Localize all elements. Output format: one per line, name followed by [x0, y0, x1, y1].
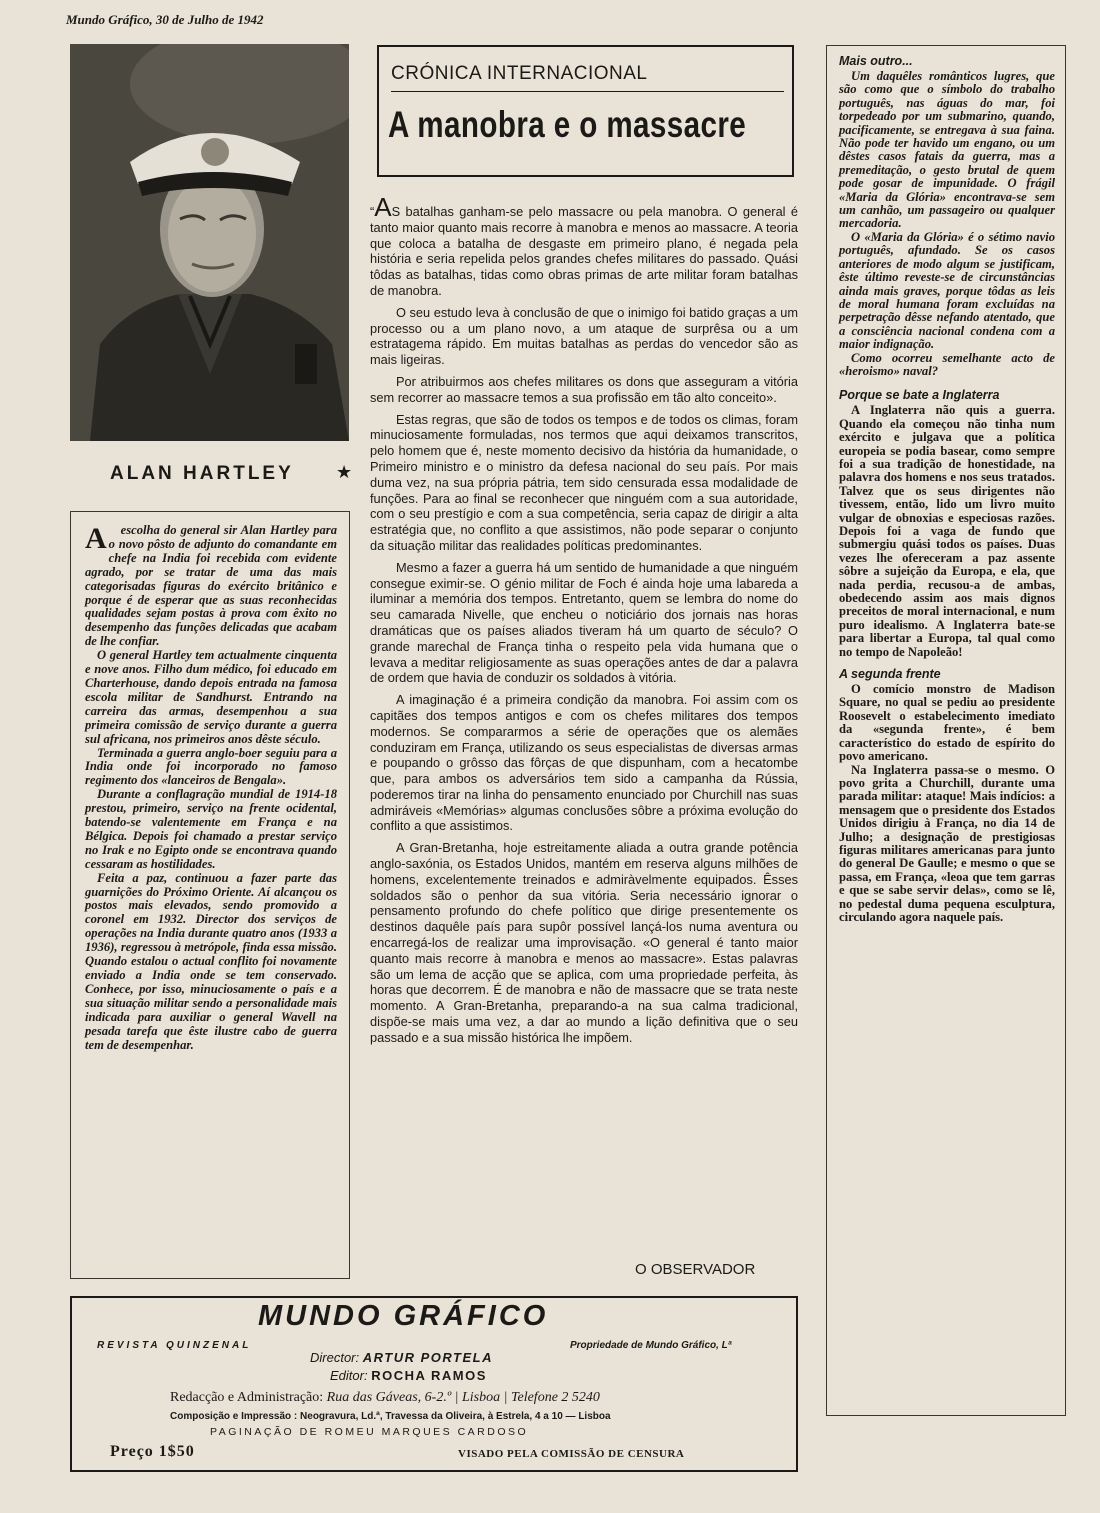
- sidebar-paragraph: A Inglaterra não quis a guerra. Quando ela começou não tinha num exército e julgava que a política europeia se podia basear, como sempre foi a sua tradição de honestidade, na palavra dos homens e nos seus tratados. Talvez que os seus dirigentes não tivessem, então, lido um livro muito vulgar de obnoxias e especiosas razões. Depois foi a vaga de fundo que submergiu quási todos os países. Duas vezes lhe ofereceram a paz assente sôbre a sujeição da Europa, e ela, que nada perdia, recusou-a de ambas, obedecendo assim aos mais dignos preceitos de moral internacional, e num puro idealismo. A Inglaterra bate-se para libertar a Europa, tal qual como no tempo de Napoleão!: [839, 403, 1055, 659]
- masthead-property: Propriedade de Mundo Gráfico, Lª: [570, 1340, 732, 1351]
- article-paragraph: O seu estudo leva à conclusão de que o inimigo foi batido graças a um processo ou a um plano novo, a um ataque de surprêsa ou a um estratagema rápido. Em muitas batalhas as perdas do vencedor são as mais ligeiras.: [370, 304, 798, 368]
- sidebar-heading: Mais outro...: [839, 54, 913, 68]
- masthead-price: Preço 1$50: [110, 1443, 195, 1460]
- bio-dropcap: A: [85, 522, 107, 555]
- bio-paragraph: Feita a paz, continuou a fazer parte das guarnições do Próximo Oriente. Aí alcançou os postos mais elevados, sendo promovido a coronel em 1932. Director dos serviços de operações na India durante quatro anos (1933 a 1936), regressou à metrópole, finda essa missão. Quando estalou o actual conflito foi novamente enviado a India onde se tem conservado. Conhece, por isso, minuciosamente o país e a sua situação militar sendo a personalidade mais indicada para auxiliar o general Wavell na pesada tarefa que êste ilustre cabo de guerra tem de desempenhar.: [85, 870, 337, 1052]
- masthead-editor: Editor: ROCHA RAMOS: [330, 1368, 487, 1383]
- bio-box: [70, 511, 350, 1279]
- masthead-title: MUNDO GRÁFICO: [258, 1300, 549, 1332]
- masthead-printing: Composição e Impressão : Neogravura, Ld.ª, Travessa da Oliveira, à Estrela, 4 a 10 — Lisboa: [170, 1411, 611, 1422]
- article-dropcap: A: [374, 198, 392, 222]
- sidebar-paragraph: Como ocorreu semelhante acto de «heroismo» naval?: [839, 350, 1055, 378]
- masthead-address: Redacção e Administração: Rua das Gáveas, 6-2.º | Lisboa | Telefone 2 5240: [170, 1390, 600, 1405]
- sidebar-column: [826, 45, 1066, 1416]
- sidebar-paragraph: O «Maria da Glória» é o sétimo navio português, afundado. Se os casos anteriores de modo algum se justificam, êste último reveste-se de circunstâncias ainda mais graves, porque tôdas as leis de moral humana foram excluídas na perpetração dêsse nefando atentado, que a consciência nacional condena com a maior indignação.: [839, 229, 1055, 352]
- kicker-divider: [391, 91, 784, 92]
- star-icon: ★: [336, 462, 353, 482]
- masthead-director: Director: ARTUR PORTELA: [310, 1350, 493, 1365]
- bio-paragraph: A escolha do general sir Alan Hartley para o novo pôsto de adjunto do comandante em chefe na India foi recebida com evidente agrado, por se tratar de uma das mais categorisadas figuras do exército britânico e porque é de esperar que as suas reconhecidas qualidades sejam postas à prova com êxito no desempenho das funções delicadas que acabam de lhe confiar.: [85, 524, 337, 649]
- page-header: Mundo Gráfico, 30 de Julho de 1942: [66, 12, 264, 27]
- portrait-illustration: [70, 44, 349, 441]
- article-paragraph: A imaginação é a primeira condição da manobra. Foi assim com os capitães dos tempos antigos e com os chefes militares dos tempos modernos. Se compararmos a série de operações que os alemães conduziram em França, utilizando os seus especialistas de diversas armas e poupando o grôsso das fôrças de que dispunham, com a hecatombe que, para ambos os adversários tem sido a campanha da Rússia, poderemos tirar na linha do pensamento enunciado por Churchill nas suas admiráveis «Memórias» algumas conclusões sôbre a próxima evolução do conflito a que assistimos.: [370, 692, 798, 834]
- bio-paragraph: Terminada a guerra anglo-boer seguiu para a India onde foi incorporado no famoso regimento dos «lanceiros de Bengala».: [85, 745, 337, 788]
- masthead-subtitle: REVISTA QUINZENAL: [97, 1340, 252, 1351]
- sidebar-paragraph: Um daquêles românticos lugres, que são como que o símbolo do trabalho português, nas águas do mar, foi torpedeado por um submarino, quando, pacificamente, se entregava à sua faina. Não pode ter havido um engano, ou um dêstes casos fatais da guerra, mas a premeditação, o gesto brutal de quem pode gosar de impunidade. O frágil «Maria da Glória» encontrava-se sem um canhão, um passageiro ou qualquer mercadoria.: [839, 69, 1055, 231]
- article-paragraph: A Gran-Bretanha, hoje estreitamente aliada a outra grande potência anglo-saxónia, os Estados Unidos, mantém em reserva alguns milhões de homens, excelentemente treinados e admiràvelmente equipados. Êsses soldados são o penhor da sua vitória. Seria necessário ignorar o pensamento profundo do chefe político que dirige presentemente os destinos daquêle país para supôr possível lançá-los numa aventura ou encarregá-los de realizar uma improvisação. «O general é tanto maior quanto mais recorre à manobra e menos ao massacre». Estas palavras são um lema de acção que se aplica, com uma propriedade perfeita, às horas que decorrem. É de manobra e não de massacre que se trata neste momento. A Gran-Bretanha, preparando-a na sua calma tradicional, dispõe-se mais uma vez, a dar ao mundo a lição definitiva que o seu passado e a sua missão histórica lhe impõem.: [370, 840, 798, 1045]
- masthead-censorship: VISADO PELA COMISSÃO DE CENSURA: [458, 1448, 685, 1460]
- sidebar-heading: Porque se bate a Inglaterra: [839, 388, 1000, 403]
- article-headline: A manobra e o massacre: [388, 104, 747, 145]
- article-kicker: CRÓNICA INTERNACIONAL: [391, 63, 648, 84]
- masthead-layout-credit: PAGINAÇÃO DE ROMEU MARQUES CARDOSO: [210, 1426, 529, 1438]
- article-paragraph: Por atribuirmos aos chefes militares os dons que asseguram a vitória sem recorrer ao massacre temos a sua profissão em tão alto conceito».: [370, 373, 798, 405]
- article-paragraph: Estas regras, que são de todos os tempos e de todos os climas, foram minuciosamente formuladas, nos termos que aqui deixamos transcritos, pelo homem que é, neste momento decisivo da história da humanidade, o Primeiro ministro e o ministro da defesa nacional do seu país. Por mais duma vez, na sua própria pátria, tem sido censurada essa modalidade de funções. Para ao final se reconhecer que ninguém com a sua autoridade, com o seu prestígio e com a sua competência, seria capaz de dirigir a alta estratégia que, no conflito a que assistimos, não pode separar o conjunto da situação militar das realidades políticas predominantes.: [370, 411, 798, 553]
- article-body: [370, 198, 798, 1273]
- article-paragraph: “AS batalhas ganham-se pelo massacre ou pela manobra. O general é tanto maior quanto mais recorre à manobra e menos ao massacre. A teoria que coloca a batalha de desgaste em primeiro plano, é negada pela história e seria repelida pelos grandes chefes militares do passado. Quási tôdas as batalhas, tidas como obras primas de arte militar foram batalhas de manobra.: [370, 198, 798, 299]
- portrait-photo: [70, 44, 349, 441]
- sidebar-paragraph: O comício monstro de Madison Square, no qual se pediu ao presidente Roosevelt o estabelecimento imediato da «segunda frente», é bem característico do estado de espírito do povo americano.: [839, 682, 1055, 764]
- article-paragraph: Mesmo a fazer a guerra há um sentido de humanidade a que ninguém consegue eximir-se. O génio militar de Foch é ainda hoje uma labareda a iluminar a memória dos tempos. Entretanto, quem se lembra do nome do seu camarada Nivelle, que encheu o noticiário dos jornais nas horas dramáticas que os países aliados tiveram há um quarto de século? O grande marechal de França tinha o respeito pela vida humana que o levava a meditar religiosamente as suas operações antes de dar a palavra de ordem que havia de conduzir os soldados à vitória.: [370, 559, 798, 686]
- bio-paragraph: O general Hartley tem actualmente cinquenta e nove anos. Filho dum médico, foi educado em Charterhouse, dando depois entrada na famosa escola militar de Sandhurst. Entrando na carreira das armas, desempenhou a sua primeira comissão de serviço durante a guerra sul africana, nos primeiros anos dêste século.: [85, 648, 337, 746]
- article-signature: O OBSERVADOR: [635, 1261, 756, 1278]
- portrait-caption: ALAN HARTLEY: [110, 463, 294, 484]
- bio-paragraph: Durante a conflagração mundial de 1914-18 prestou, primeiro, serviço na frente ocidental, batendo-se valentemente em França e na Bélgica. Depois foi chamado a prestar serviço no Irak e no Egipto onde se encontrava quando cessaram as hostilidades.: [85, 787, 337, 871]
- sidebar-heading: A segunda frente: [839, 667, 941, 682]
- sidebar-paragraph: Na Inglaterra passa-se o mesmo. O povo grita a Churchill, durante uma parada militar: ataque! Mais indícios: a mensagem que o presidente dos Estados Unidos dirigiu à França, no dia 14 de Julho; a designação de prestigiosas figuras militares americanas para junto do general De Gaulle; e mesmo o que se passa, em França, «leoa que tem garras e que se sabe servir delas», como se lê, no pedestal duma pequena esculptura, circulando agora naquele país.: [839, 762, 1055, 924]
